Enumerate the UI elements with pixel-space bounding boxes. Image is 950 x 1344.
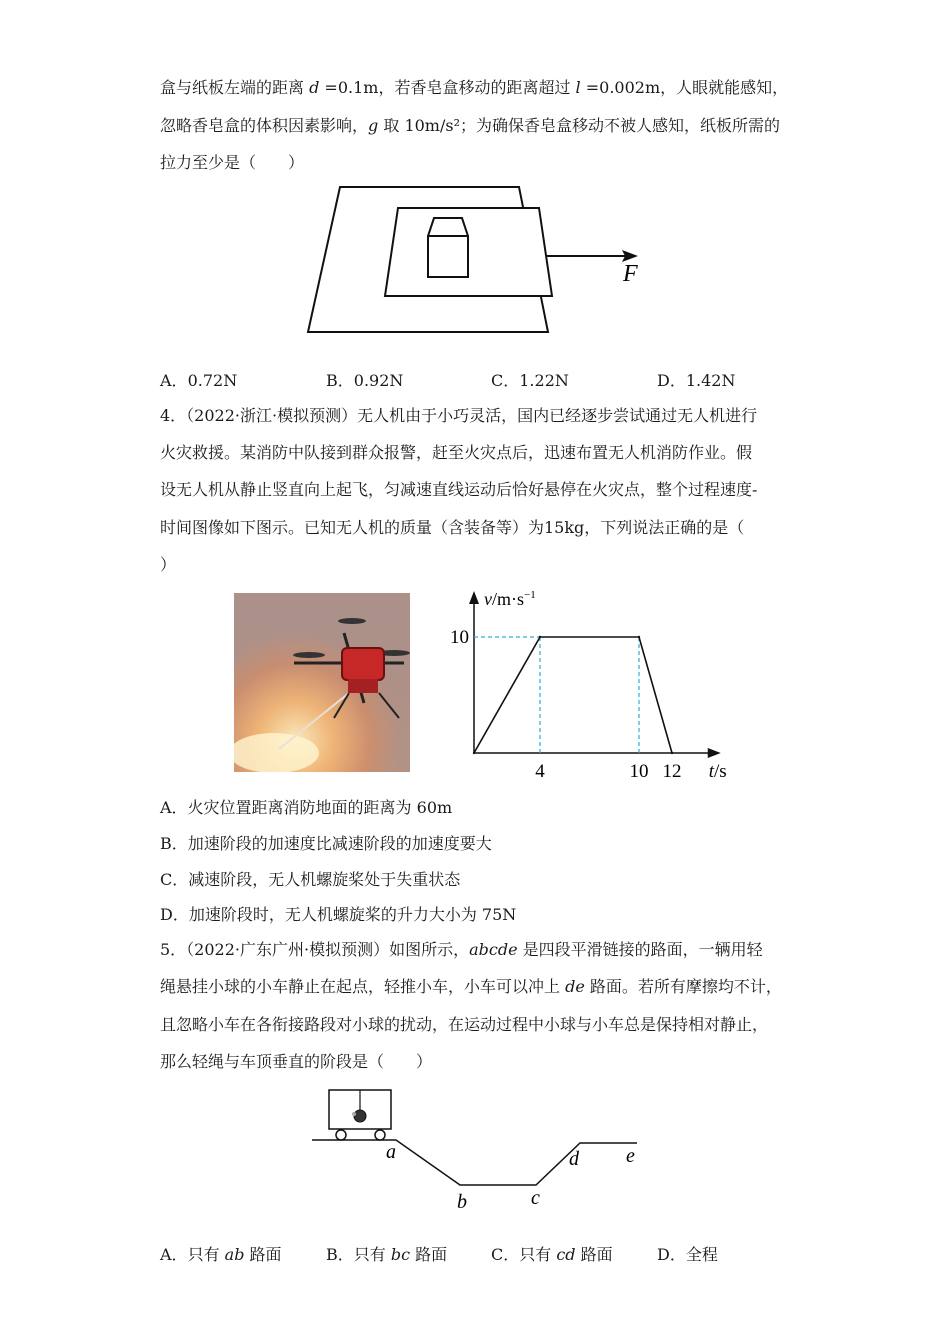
q3-option-a-text: 0.72N bbox=[187, 371, 238, 390]
q5-option-a-pre: 只有 bbox=[187, 1245, 225, 1264]
q5-option-c[interactable] bbox=[491, 1245, 613, 1265]
q4-text-line-1: 4．（2022·浙江·模拟预测）无人机由于小巧灵活，国内已经逐步尝试通过无人机进行 bbox=[160, 406, 758, 425]
q5-wheel-right bbox=[375, 1130, 385, 1140]
q4-text-line-2: 火灾救援。某消防中队接到群众报警，赶至火灾点后，迅速布置无人机消防作业。假 bbox=[160, 443, 753, 462]
q5-text-2a: 绳悬挂小球的小车静止在起点，轻推小车，小车可以冲上 bbox=[160, 977, 566, 996]
q3-var-g: g bbox=[368, 116, 379, 135]
q4-text-line-3: 设无人机从静止竖直向上起飞，匀减速直线运动后恰好悬停在火灾点，整个过程速度- bbox=[160, 480, 758, 499]
q5-label-c: c bbox=[531, 1187, 540, 1209]
q5-text-2b: 路面。若所有摩擦均不计， bbox=[584, 977, 782, 996]
q5-var-de: de bbox=[565, 977, 585, 996]
q3-text-1b: ，若香皂盒移动的距离超过 bbox=[378, 78, 576, 97]
q5-option-a[interactable] bbox=[160, 1245, 282, 1265]
y-axis-arrowhead bbox=[469, 591, 479, 604]
q3-option-d-letter: D． bbox=[657, 371, 686, 390]
q5-option-a-var: ab bbox=[224, 1245, 245, 1264]
q5-label-a: a bbox=[386, 1141, 396, 1163]
q5-figure bbox=[310, 1085, 650, 1215]
vt-chart bbox=[442, 585, 732, 785]
q5-option-b-letter: B． bbox=[326, 1245, 354, 1264]
q3-text-line-2 bbox=[160, 116, 780, 136]
q3-option-d-text: 1.42N bbox=[685, 371, 736, 390]
q5-option-c-post: 路面 bbox=[575, 1245, 613, 1264]
q5-text-line-4: 那么轻绳与车顶垂直的阶段是（ ） bbox=[160, 1052, 433, 1071]
q5-text-1a: 5．（2022·广东广州·模拟预测）如图所示， bbox=[160, 940, 470, 959]
q5-option-b-post: 路面 bbox=[410, 1245, 448, 1264]
q5-ball bbox=[354, 1110, 366, 1122]
q4-text-line-4: 时间图像如下图示。已知无人机的质量（含装备等）为15kg，下列说法正确的是（ bbox=[160, 518, 745, 537]
q3-soap-box bbox=[428, 218, 468, 277]
q5-label-d: d bbox=[569, 1148, 579, 1170]
q3-option-d[interactable] bbox=[657, 371, 735, 391]
q3-text-1c: ，人眼就能感知， bbox=[660, 78, 789, 97]
q4-text-line-5: ） bbox=[160, 555, 177, 574]
q3-var-d: d bbox=[309, 78, 320, 97]
x-tick-label-12: 12 bbox=[662, 761, 682, 782]
q5-text-1b: 是四段平滑链接的路面，一辆用轻 bbox=[517, 940, 763, 959]
q3-force-label: F bbox=[623, 261, 638, 287]
q3-text-line-1 bbox=[160, 78, 788, 98]
q5-option-b-var: bc bbox=[390, 1245, 411, 1264]
q5-option-d[interactable] bbox=[657, 1245, 718, 1265]
q4-option-b[interactable]: B．加速阶段的加速度比减速阶段的加速度要大 bbox=[160, 834, 492, 853]
q5-option-d-letter: D． bbox=[657, 1245, 686, 1264]
drone-photo bbox=[234, 593, 410, 772]
q5-text-line-2 bbox=[160, 977, 782, 997]
q3-option-c-letter: C． bbox=[491, 371, 520, 390]
data-point-0 bbox=[473, 752, 475, 754]
q5-text-line-3: 且忽略小车在各衔接路段对小球的扰动，在运动过程中小球与小车总是保持相对静止， bbox=[160, 1015, 769, 1034]
x-axis-arrowhead bbox=[708, 748, 721, 758]
x-tick-label-10: 10 bbox=[629, 761, 649, 782]
q5-label-e: e bbox=[626, 1145, 635, 1167]
q5-option-c-letter: C． bbox=[491, 1245, 520, 1264]
q5-wheel-left bbox=[336, 1130, 346, 1140]
q5-option-d-post: 全程 bbox=[685, 1245, 718, 1264]
y-tick-label-10: 10 bbox=[450, 627, 469, 648]
q5-option-a-post: 路面 bbox=[244, 1245, 282, 1264]
q3-option-c-text: 1.22N bbox=[519, 371, 569, 390]
q4-option-d[interactable]: D．加速阶段时，无人机螺旋桨的升力大小为 75N bbox=[160, 905, 517, 924]
q4-option-c[interactable]: C．减速阶段，无人机螺旋桨处于失重状态 bbox=[160, 870, 461, 889]
q5-road bbox=[312, 1140, 637, 1185]
q3-option-c[interactable] bbox=[491, 371, 569, 391]
q5-option-a-letter: A． bbox=[160, 1245, 188, 1264]
q3-text-line-3: 拉力至少是（ ） bbox=[160, 153, 305, 172]
q3-text-2a: 忽略香皂盒的体积因素影响， bbox=[160, 116, 369, 135]
q3-option-b[interactable] bbox=[326, 371, 403, 391]
velocity-series-line bbox=[474, 637, 672, 753]
q5-option-b-pre: 只有 bbox=[353, 1245, 391, 1264]
q3-option-a[interactable] bbox=[160, 371, 237, 391]
q3-option-a-letter: A． bbox=[160, 371, 188, 390]
data-point-2 bbox=[638, 636, 640, 638]
data-point-3 bbox=[671, 752, 673, 754]
x-axis-label: t/s bbox=[708, 761, 727, 782]
q5-option-c-var: cd bbox=[556, 1245, 576, 1264]
q5-label-b: b bbox=[457, 1191, 467, 1213]
q5-option-b[interactable] bbox=[326, 1245, 447, 1265]
x-tick-label-4: 4 bbox=[535, 761, 545, 782]
q5-option-c-pre: 只有 bbox=[519, 1245, 557, 1264]
q5-var-abcde: abcde bbox=[469, 940, 518, 959]
q3-var-l: l bbox=[575, 78, 581, 97]
q5-text-line-1 bbox=[160, 940, 763, 960]
q5-ball-highlight bbox=[352, 1112, 356, 1116]
q5-cart bbox=[329, 1090, 391, 1140]
q4-option-a[interactable]: A．火灾位置距离消防地面的距离为 60m bbox=[160, 798, 453, 817]
q3-figure bbox=[300, 180, 660, 340]
q3-text-1a: 盒与纸板左端的距离 bbox=[160, 78, 310, 97]
data-point-1 bbox=[539, 636, 541, 638]
y-axis-label: $v/m\cdot s^{-1}$ bbox=[484, 589, 536, 609]
q3-val-l: =0.002m bbox=[580, 78, 661, 97]
q3-text-2b: 取 10m/s²；为确保香皂盒移动不被人感知，纸板所需的 bbox=[378, 116, 780, 135]
q3-val-d: =0.1m bbox=[319, 78, 379, 97]
q3-option-b-letter: B． bbox=[326, 371, 354, 390]
q3-option-b-text: 0.92N bbox=[353, 371, 404, 390]
